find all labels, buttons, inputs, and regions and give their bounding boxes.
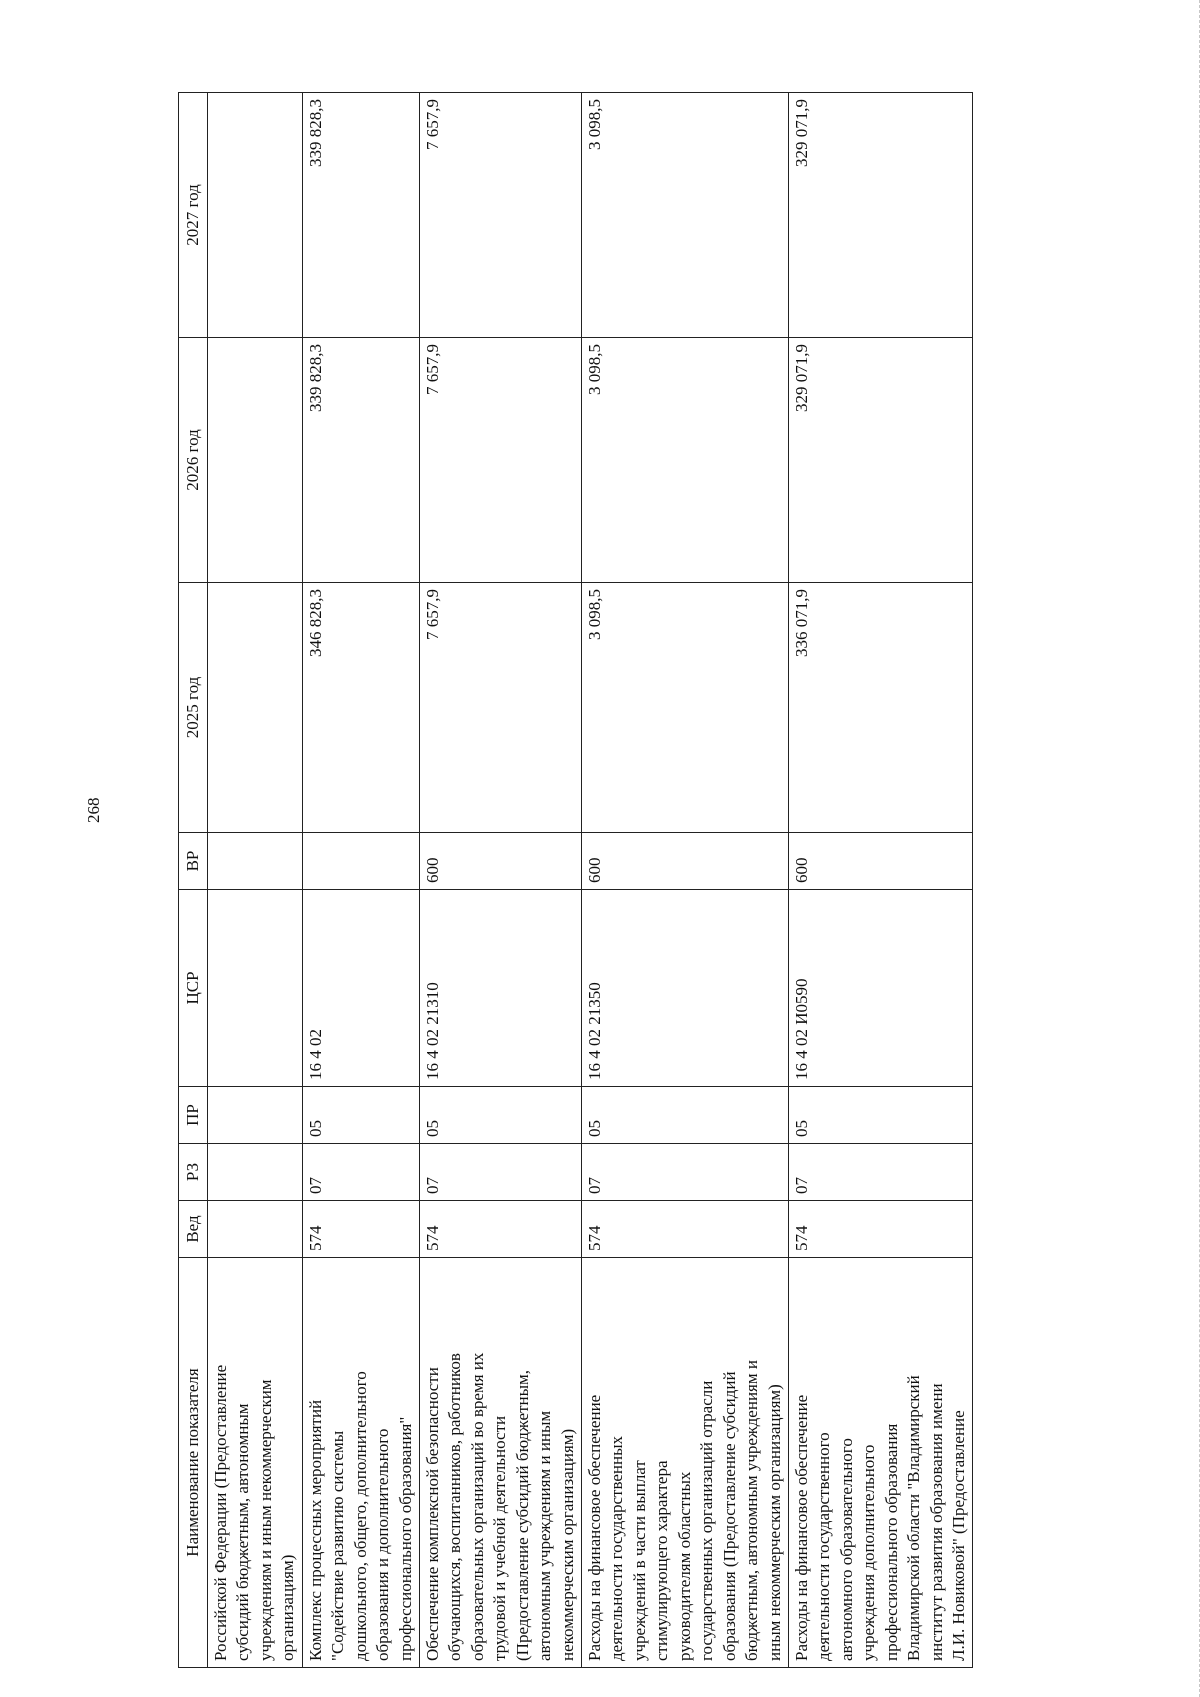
table-row xyxy=(419,93,581,1668)
cell-ved: 574 xyxy=(582,1201,789,1258)
cell-2025: 336 071,9 xyxy=(788,583,973,833)
cell-ved: 574 xyxy=(419,1201,581,1258)
header-name: Наименование показателя xyxy=(179,1258,208,1668)
cell-csr xyxy=(208,890,303,1087)
cell-name: Расходы на финансовое обеспечение деятельности государственных учреждений в части выплат стимулирующего характера руководителям областных государственных организаций отрасли образования (Предоставление субсидий бюджетным, автономным учреждениям и иным некоммерческим организациям) xyxy=(582,1258,789,1668)
budget-table xyxy=(178,92,973,1668)
cell-2027 xyxy=(208,93,303,338)
table-row xyxy=(302,93,419,1668)
page-number: 268 xyxy=(84,797,103,823)
header-csr: ЦСР xyxy=(179,890,208,1087)
cell-ved xyxy=(208,1201,303,1258)
cell-2027: 3 098,5 xyxy=(582,93,789,338)
cell-vr: 600 xyxy=(582,833,789,890)
cell-2026: 7 657,9 xyxy=(419,338,581,583)
cell-name: Российской Федерации (Предоставление субсидий бюджетным, автономным учреждениям и иным некоммерческим организациям) xyxy=(208,1258,303,1668)
cell-2026: 3 098,5 xyxy=(582,338,789,583)
cell-2027: 7 657,9 xyxy=(419,93,581,338)
cell-2025: 7 657,9 xyxy=(419,583,581,833)
rotated-table-container xyxy=(178,93,1120,1668)
header-2027: 2027 год xyxy=(179,93,208,338)
header-pr: ПР xyxy=(179,1087,208,1144)
cell-csr: 16 4 02 И0590 xyxy=(788,890,973,1087)
cell-ved: 574 xyxy=(788,1201,973,1258)
cell-vr: 600 xyxy=(419,833,581,890)
cell-pr: 05 xyxy=(419,1087,581,1144)
cell-pr: 05 xyxy=(788,1087,973,1144)
table-row xyxy=(208,93,303,1668)
cell-csr: 16 4 02 21350 xyxy=(582,890,789,1087)
table-row xyxy=(788,93,973,1668)
cell-vr: 600 xyxy=(788,833,973,890)
cell-2026 xyxy=(208,338,303,583)
cell-2026: 339 828,3 xyxy=(302,338,419,583)
cell-rz: 07 xyxy=(302,1144,419,1201)
cell-2025: 3 098,5 xyxy=(582,583,789,833)
cell-2025 xyxy=(208,583,303,833)
cell-csr: 16 4 02 xyxy=(302,890,419,1087)
header-rz: РЗ xyxy=(179,1144,208,1201)
cell-name: Расходы на финансовое обеспечение деятельности государственного автономного образовательного учреждения дополнительного профессионального образования Владимирской области "Владимирский институт развития образования имени Л.И. Новиковой" (Предоставление xyxy=(788,1258,973,1668)
cell-2027: 329 071,9 xyxy=(788,93,973,338)
cell-pr: 05 xyxy=(582,1087,789,1144)
cell-rz: 07 xyxy=(419,1144,581,1201)
cell-name: Комплекс процессных мероприятий "Содействие развитию системы дошкольного, общего, дополнительного образования и дополнительного профессионального образования" xyxy=(302,1258,419,1668)
header-2025: 2025 год xyxy=(179,583,208,833)
scan-edge-mark xyxy=(1196,0,1200,1697)
cell-rz: 07 xyxy=(582,1144,789,1201)
cell-pr xyxy=(208,1087,303,1144)
cell-name: Обеспечение комплексной безопасности обучающихся, воспитанников, работников образовательных организаций во время их трудовой и учебной деятельности (Предоставление субсидий бюджетным, автономным учреждениям и иным некоммерческим организациям) xyxy=(419,1258,581,1668)
cell-vr xyxy=(208,833,303,890)
cell-rz xyxy=(208,1144,303,1201)
table-row xyxy=(582,93,789,1668)
header-2026: 2026 год xyxy=(179,338,208,583)
cell-2027: 339 828,3 xyxy=(302,93,419,338)
header-vr: ВР xyxy=(179,833,208,890)
table-header-row xyxy=(179,93,208,1668)
cell-2025: 346 828,3 xyxy=(302,583,419,833)
cell-ved: 574 xyxy=(302,1201,419,1258)
cell-pr: 05 xyxy=(302,1087,419,1144)
cell-csr: 16 4 02 21310 xyxy=(419,890,581,1087)
header-ved: Вед xyxy=(179,1201,208,1258)
cell-2026: 329 071,9 xyxy=(788,338,973,583)
cell-vr xyxy=(302,833,419,890)
cell-rz: 07 xyxy=(788,1144,973,1201)
